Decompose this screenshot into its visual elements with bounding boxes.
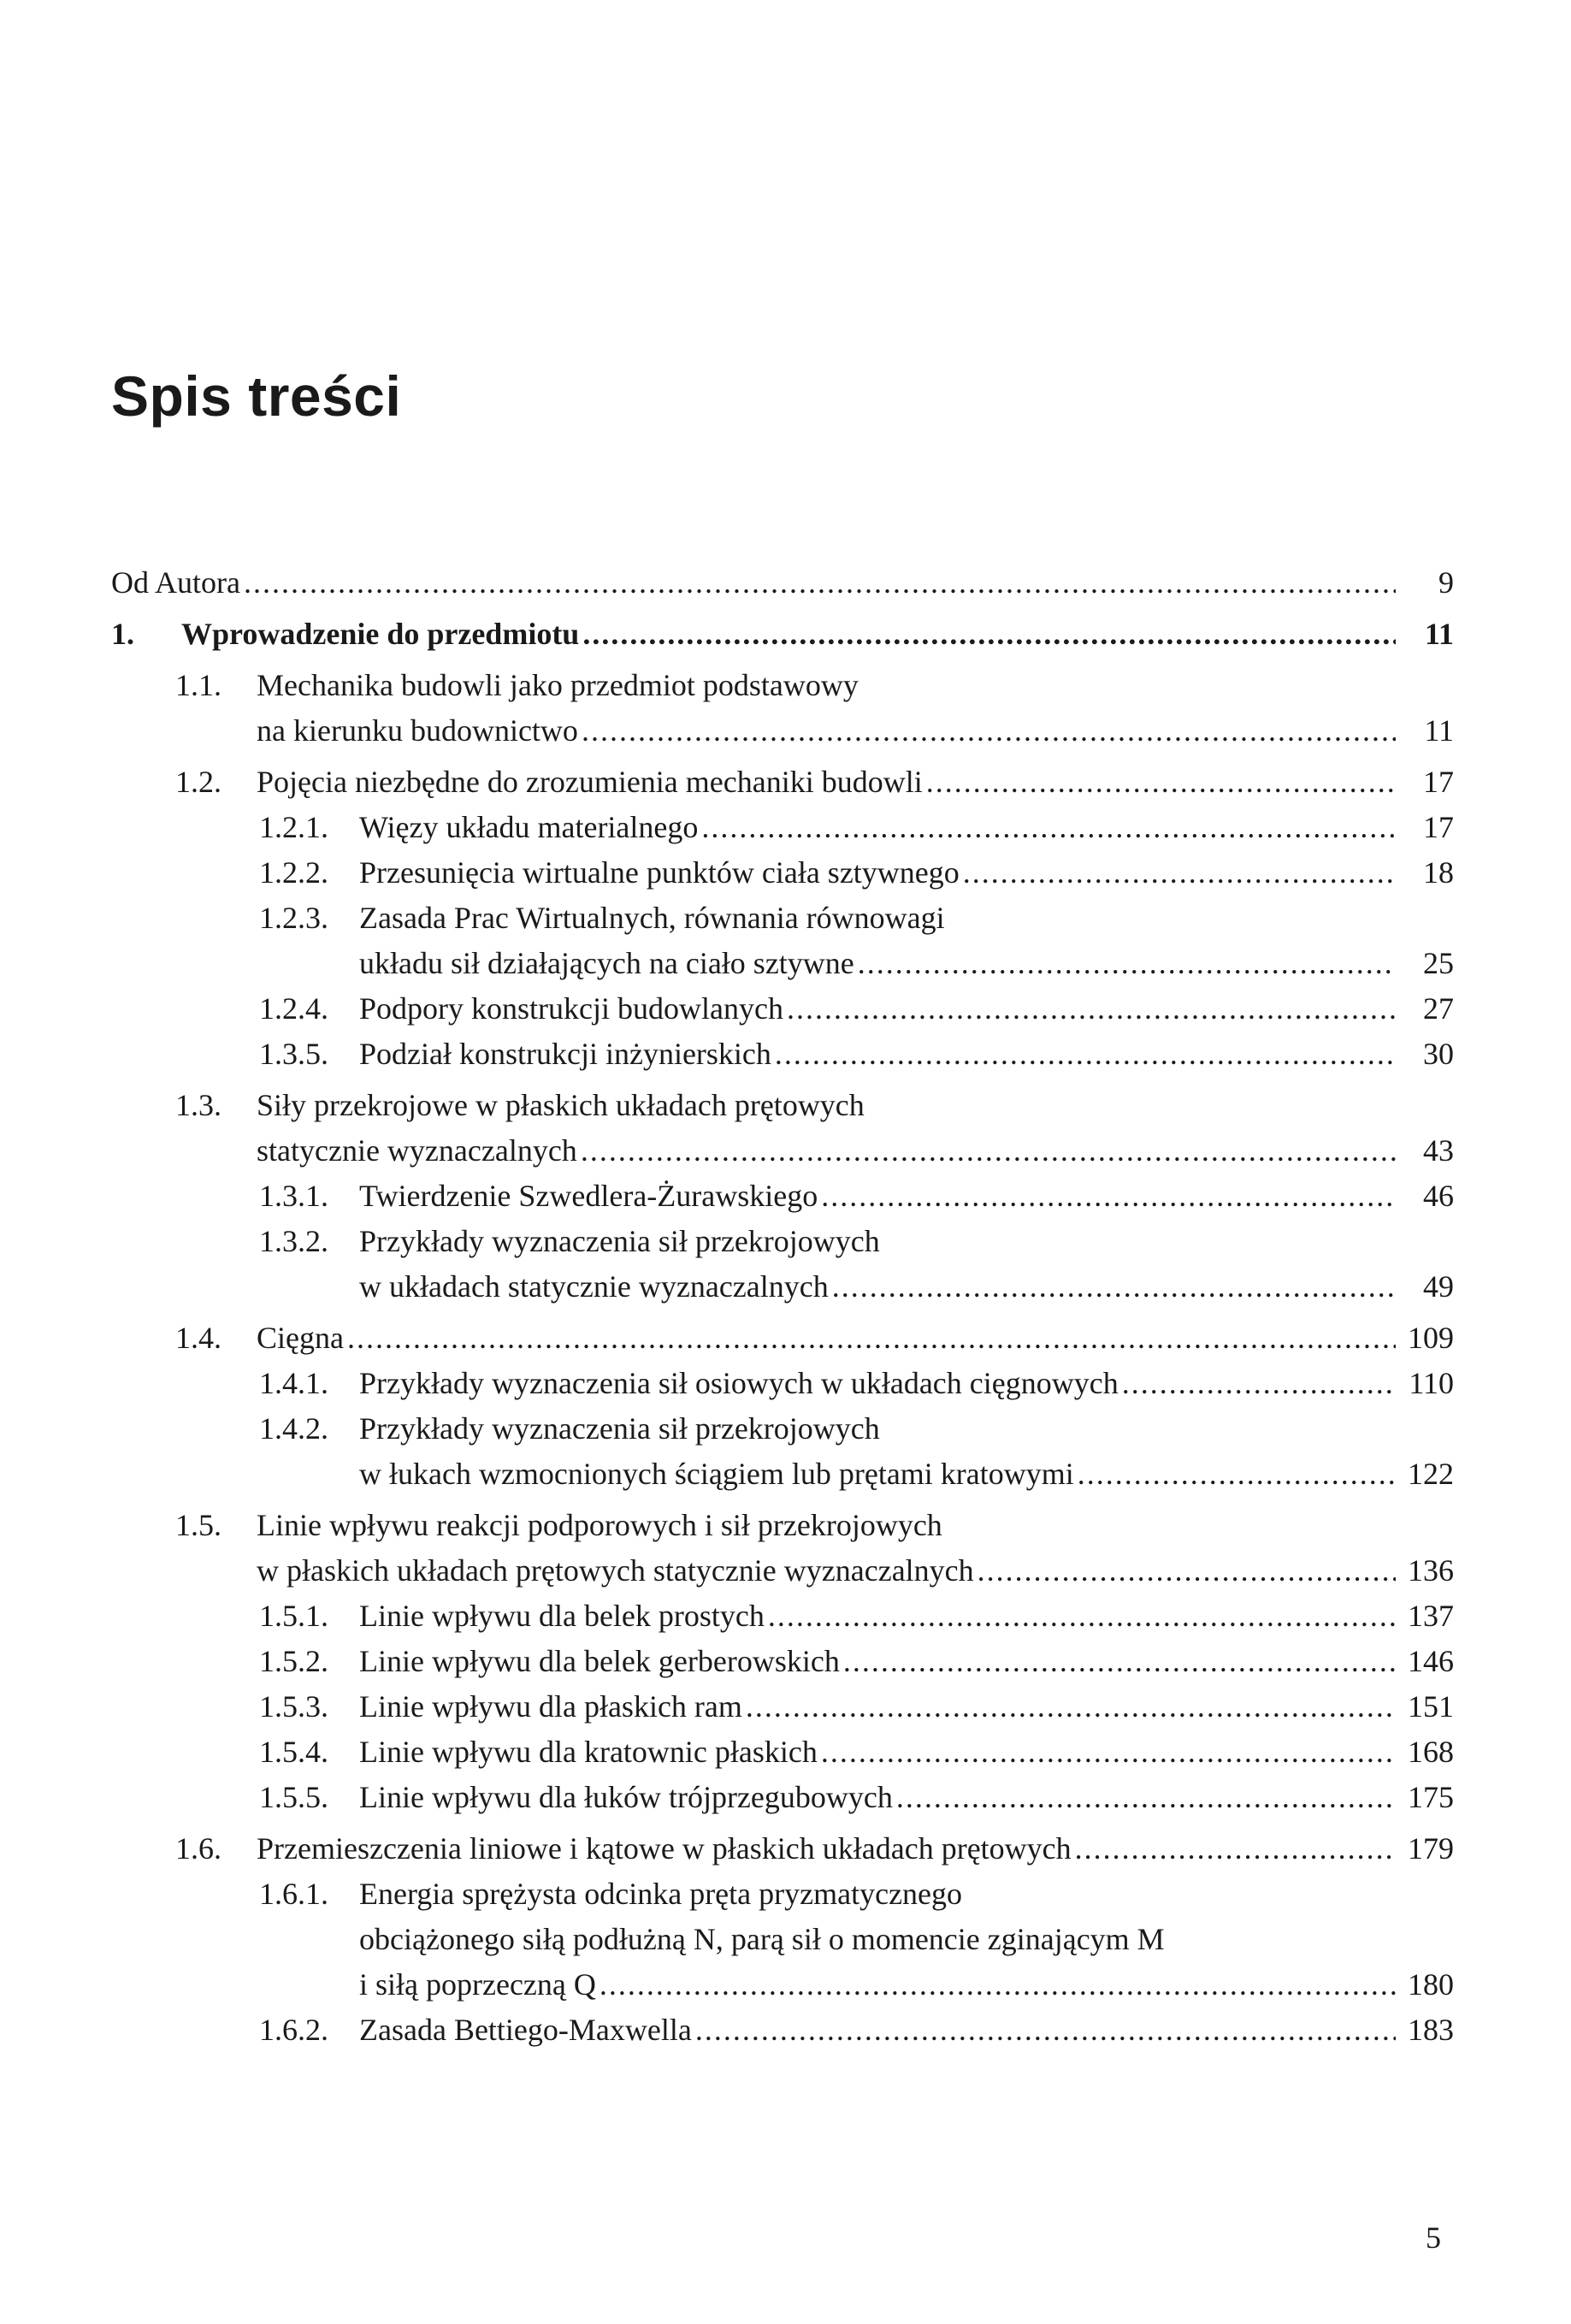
toc-entry-number: 1.2.2. — [259, 855, 328, 890]
toc-entry-title: Twierdzenie Szwedlera-Żurawskiego — [359, 1179, 818, 1213]
dot-leader — [821, 1174, 1396, 1219]
toc-entry[interactable] — [111, 663, 1454, 708]
toc-entry-title: Siły przekrojowe w płaskich układach prętowych — [257, 1088, 865, 1122]
dot-leader — [582, 708, 1396, 754]
toc-entry-title: Energia sprężysta odcinka pręta pryzmatycznego — [359, 1877, 963, 1911]
toc-entry-number: 1.2.1. — [259, 810, 328, 844]
dot-leader — [244, 560, 1396, 606]
toc-entry-title: Podział konstrukcji inżynierskich — [359, 1037, 771, 1071]
toc-entry-title: w układach statycznie wyznaczalnych — [359, 1269, 829, 1304]
toc-entry-title: Linie wpływu reakcji podporowych i sił przekrojowych — [257, 1508, 942, 1542]
toc-entry-page: 9 — [1438, 565, 1454, 600]
table-of-contents — [111, 560, 1454, 2053]
toc-entry-number: 1.3.2. — [259, 1224, 328, 1258]
toc-entry[interactable] — [111, 805, 1454, 850]
toc-entry-title: Przesunięcia wirtualne punktów ciała sztywnego — [359, 855, 960, 890]
toc-entry-page: 11 — [1424, 617, 1454, 651]
toc-entry[interactable] — [111, 1917, 1454, 1962]
dot-leader — [787, 986, 1396, 1032]
dot-leader — [775, 1032, 1396, 1077]
toc-entry[interactable] — [111, 1684, 1454, 1730]
toc-entry-page: 46 — [1423, 1179, 1454, 1213]
toc-entry-title: Zasada Bettiego-Maxwella — [359, 2013, 692, 2047]
toc-entry-page: 146 — [1408, 1644, 1454, 1678]
toc-entry-page: 43 — [1423, 1133, 1454, 1168]
toc-entry-title: Linie wpływu dla łuków trójprzegubowych — [359, 1780, 893, 1814]
toc-entry-number: 1.5.1. — [259, 1599, 328, 1633]
toc-entry-number: 1. — [111, 617, 134, 651]
toc-entry-number: 1.4.1. — [259, 1366, 328, 1400]
toc-entry[interactable] — [111, 1639, 1454, 1684]
toc-entry-page: 25 — [1423, 946, 1454, 980]
toc-entry-number: 1.5.4. — [259, 1735, 328, 1769]
dot-leader — [926, 760, 1396, 805]
toc-entry[interactable] — [111, 612, 1454, 657]
dot-leader — [963, 850, 1396, 896]
toc-entry-page: 179 — [1408, 1831, 1454, 1866]
toc-entry-page: 109 — [1408, 1321, 1454, 1355]
toc-entry[interactable] — [111, 850, 1454, 896]
dot-leader — [746, 1684, 1396, 1730]
toc-entry-title: układu sił działających na ciało sztywne — [359, 946, 854, 980]
dot-leader — [821, 1730, 1396, 1775]
toc-entry-title: na kierunku budownictwo — [257, 713, 578, 748]
toc-entry-title: Linie wpływu dla belek prostych — [359, 1599, 765, 1633]
toc-entry-title: Mechanika budowli jako przedmiot podstawowy — [257, 668, 859, 702]
toc-entry-title: Podpory konstrukcji budowlanych — [359, 991, 783, 1026]
toc-entry-title: w płaskich układach prętowych statycznie wyznaczalnych — [257, 1553, 974, 1588]
toc-entry-page: 11 — [1424, 713, 1454, 748]
toc-entry-number: 1.5.5. — [259, 1780, 328, 1814]
toc-entry-title: Linie wpływu dla kratownic płaskich — [359, 1735, 818, 1769]
toc-entry-title: Przemieszczenia liniowe i kątowe w płaskich układach prętowych — [257, 1831, 1072, 1866]
toc-entry-page: 137 — [1408, 1599, 1454, 1633]
dot-leader — [1078, 1452, 1396, 1497]
toc-entry-number: 1.6.1. — [259, 1877, 328, 1911]
dot-leader — [896, 1775, 1396, 1820]
toc-entry[interactable] — [111, 1826, 1454, 1872]
toc-entry-page: 49 — [1423, 1269, 1454, 1304]
toc-entry[interactable] — [111, 1361, 1454, 1406]
toc-entry-number: 1.5. — [175, 1508, 221, 1542]
toc-entry-title: Od Autora — [111, 565, 240, 600]
toc-entry-title: Więzy układu materialnego — [359, 810, 699, 844]
toc-entry-title: statycznie wyznaczalnych — [257, 1133, 577, 1168]
toc-entry-number: 1.5.3. — [259, 1689, 328, 1724]
toc-entry-title: Przykłady wyznaczenia sił przekrojowych — [359, 1411, 880, 1446]
dot-leader — [832, 1264, 1396, 1310]
toc-entry[interactable] — [111, 1872, 1454, 1917]
toc-entry-number: 1.6. — [175, 1831, 221, 1866]
toc-entry-title: Pojęcia niezbędne do zrozumienia mechaniki budowli — [257, 765, 923, 799]
toc-entry[interactable] — [111, 560, 1454, 606]
toc-entry[interactable] — [111, 986, 1454, 1032]
dot-leader — [599, 1962, 1396, 2008]
toc-entry[interactable] — [111, 1032, 1454, 1077]
toc-entry-number: 1.2.3. — [259, 901, 328, 935]
toc-entry-title: w łukach wzmocnionych ściągiem lub prętami kratowymi — [359, 1457, 1074, 1491]
toc-entry-page: 180 — [1408, 1967, 1454, 2002]
toc-entry[interactable] — [111, 1962, 1454, 2008]
toc-entry[interactable] — [111, 1594, 1454, 1639]
toc-entry-page: 122 — [1408, 1457, 1454, 1491]
toc-entry[interactable] — [111, 1174, 1454, 1219]
dot-leader — [582, 612, 1396, 657]
dot-leader — [695, 2008, 1396, 2053]
toc-entry-page: 168 — [1408, 1735, 1454, 1769]
toc-entry[interactable] — [111, 896, 1454, 941]
toc-entry-title: Przykłady wyznaczenia sił osiowych w układach cięgnowych — [359, 1366, 1119, 1400]
page-title: Spis treści — [111, 364, 402, 428]
dot-leader — [1075, 1826, 1396, 1872]
toc-entry-number: 1.1. — [175, 668, 221, 702]
toc-entry[interactable] — [111, 1219, 1454, 1264]
toc-entry[interactable] — [111, 1730, 1454, 1775]
dot-leader — [858, 941, 1396, 986]
toc-entry-page: 17 — [1423, 810, 1454, 844]
toc-entry-page: 136 — [1408, 1553, 1454, 1588]
toc-entry-page: 27 — [1423, 991, 1454, 1026]
toc-entry-number: 1.5.2. — [259, 1644, 328, 1678]
toc-entry-number: 1.6.2. — [259, 2013, 328, 2047]
page-number: 5 — [1426, 2221, 1441, 2255]
toc-entry-title: i siłą poprzeczną Q — [359, 1967, 596, 2002]
toc-entry-page: 18 — [1423, 855, 1454, 890]
toc-entry-number: 1.3. — [175, 1088, 221, 1122]
dot-leader — [768, 1594, 1396, 1639]
dot-leader — [347, 1316, 1396, 1361]
toc-entry[interactable] — [111, 1128, 1454, 1174]
toc-entry[interactable] — [111, 1503, 1454, 1548]
toc-entry-page: 151 — [1408, 1689, 1454, 1724]
toc-entry[interactable] — [111, 2008, 1454, 2053]
toc-entry-number: 1.2. — [175, 765, 221, 799]
toc-entry[interactable] — [111, 1316, 1454, 1361]
toc-entry[interactable] — [111, 1406, 1454, 1452]
toc-entry-page: 175 — [1408, 1780, 1454, 1814]
toc-entry[interactable] — [111, 1548, 1454, 1594]
toc-entry-title: Przykłady wyznaczenia sił przekrojowych — [359, 1224, 880, 1258]
toc-entry-page: 17 — [1423, 765, 1454, 799]
dot-leader — [977, 1548, 1396, 1594]
dot-leader — [843, 1639, 1396, 1684]
toc-entry-number: 1.4. — [175, 1321, 221, 1355]
toc-entry[interactable] — [111, 708, 1454, 754]
toc-entry-title: Linie wpływu dla płaskich ram — [359, 1689, 742, 1724]
toc-entry[interactable] — [111, 1083, 1454, 1128]
toc-entry[interactable] — [111, 1775, 1454, 1820]
toc-entry[interactable] — [111, 1264, 1454, 1310]
toc-entry-title: Cięgna — [257, 1321, 344, 1355]
toc-entry-number: 1.3.1. — [259, 1179, 328, 1213]
toc-entry-page: 110 — [1409, 1366, 1454, 1400]
toc-entry-page: 183 — [1408, 2013, 1454, 2047]
toc-entry-number: 1.3.5. — [259, 1037, 328, 1071]
toc-entry[interactable] — [111, 941, 1454, 986]
dot-leader — [701, 805, 1396, 850]
dot-leader — [581, 1128, 1396, 1174]
dot-leader — [1122, 1361, 1396, 1406]
toc-entry-number: 1.4.2. — [259, 1411, 328, 1446]
toc-entry-title: Zasada Prac Wirtualnych, równania równowagi — [359, 901, 945, 935]
toc-entry-number: 1.2.4. — [259, 991, 328, 1026]
toc-entry-title: Linie wpływu dla belek gerberowskich — [359, 1644, 840, 1678]
toc-entry[interactable] — [111, 760, 1454, 805]
toc-entry[interactable] — [111, 1452, 1454, 1497]
toc-entry-title: obciążonego siłą podłużną N, parą sił o momencie zginającym M — [359, 1922, 1165, 1956]
toc-entry-title: Wprowadzenie do przedmiotu — [181, 617, 580, 651]
toc-entry-page: 30 — [1423, 1037, 1454, 1071]
